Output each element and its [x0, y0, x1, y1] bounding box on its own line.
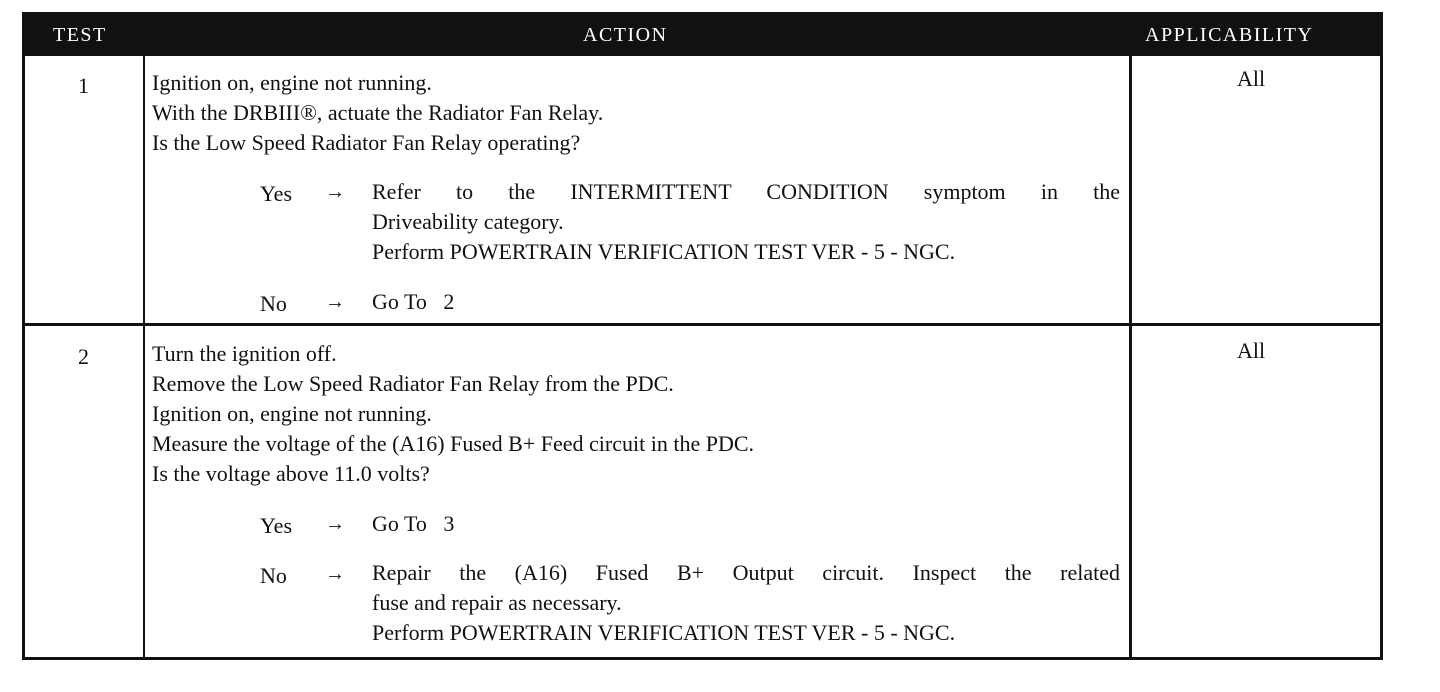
result-line: Perform POWERTRAIN VERIFICATION TEST VER - 5 - NGC. — [372, 620, 956, 645]
column-divider-applicability — [1129, 53, 1132, 660]
result-line: fuse and repair as necessary. — [372, 590, 622, 615]
no-label: No — [260, 291, 287, 316]
yes-label: Yes — [260, 513, 293, 538]
step-line: With the DRBIII®, actuate the Radiator Fan Relay. — [152, 100, 604, 125]
arrow-icon: → — [325, 291, 345, 313]
no-label: No — [260, 563, 287, 588]
arrow-icon: → — [325, 181, 345, 203]
step-line: Ignition on, engine not running. — [152, 401, 432, 426]
diagnostic-table — [22, 12, 1383, 660]
result-line: Driveability category. — [372, 209, 564, 234]
column-divider-test — [143, 15, 145, 657]
step-line: Measure the voltage of the (A16) Fused B+ Feed circuit in the PDC. — [152, 431, 755, 456]
header-action: ACTION — [583, 24, 668, 46]
result-line: Go To 3 — [372, 511, 455, 536]
result-line: Go To 2 — [372, 289, 455, 314]
arrow-icon: → — [325, 563, 345, 585]
applicability-value: All — [1237, 66, 1266, 91]
result-line: Refer to the INTERMITTENT CONDITION symptom in the — [372, 179, 1120, 204]
header-test: TEST — [53, 24, 107, 46]
header-applicability: APPLICABILITY — [1145, 24, 1314, 46]
step-line: Is the Low Speed Radiator Fan Relay operating? — [152, 130, 581, 155]
yes-label: Yes — [260, 181, 293, 206]
test-number: 2 — [78, 344, 89, 369]
test-number: 1 — [78, 73, 89, 98]
step-line: Turn the ignition off. — [152, 341, 337, 366]
result-line: Perform POWERTRAIN VERIFICATION TEST VER - 5 - NGC. — [372, 239, 956, 264]
applicability-value: All — [1237, 338, 1266, 363]
step-line: Remove the Low Speed Radiator Fan Relay from the PDC. — [152, 371, 674, 396]
row-divider — [25, 323, 1380, 326]
step-line: Ignition on, engine not running. — [152, 70, 432, 95]
result-line: Repair the (A16) Fused B+ Output circuit. Inspect the related — [372, 560, 1120, 585]
arrow-icon: → — [325, 513, 345, 535]
step-line: Is the voltage above 11.0 volts? — [152, 461, 430, 486]
table-header — [25, 15, 1380, 56]
